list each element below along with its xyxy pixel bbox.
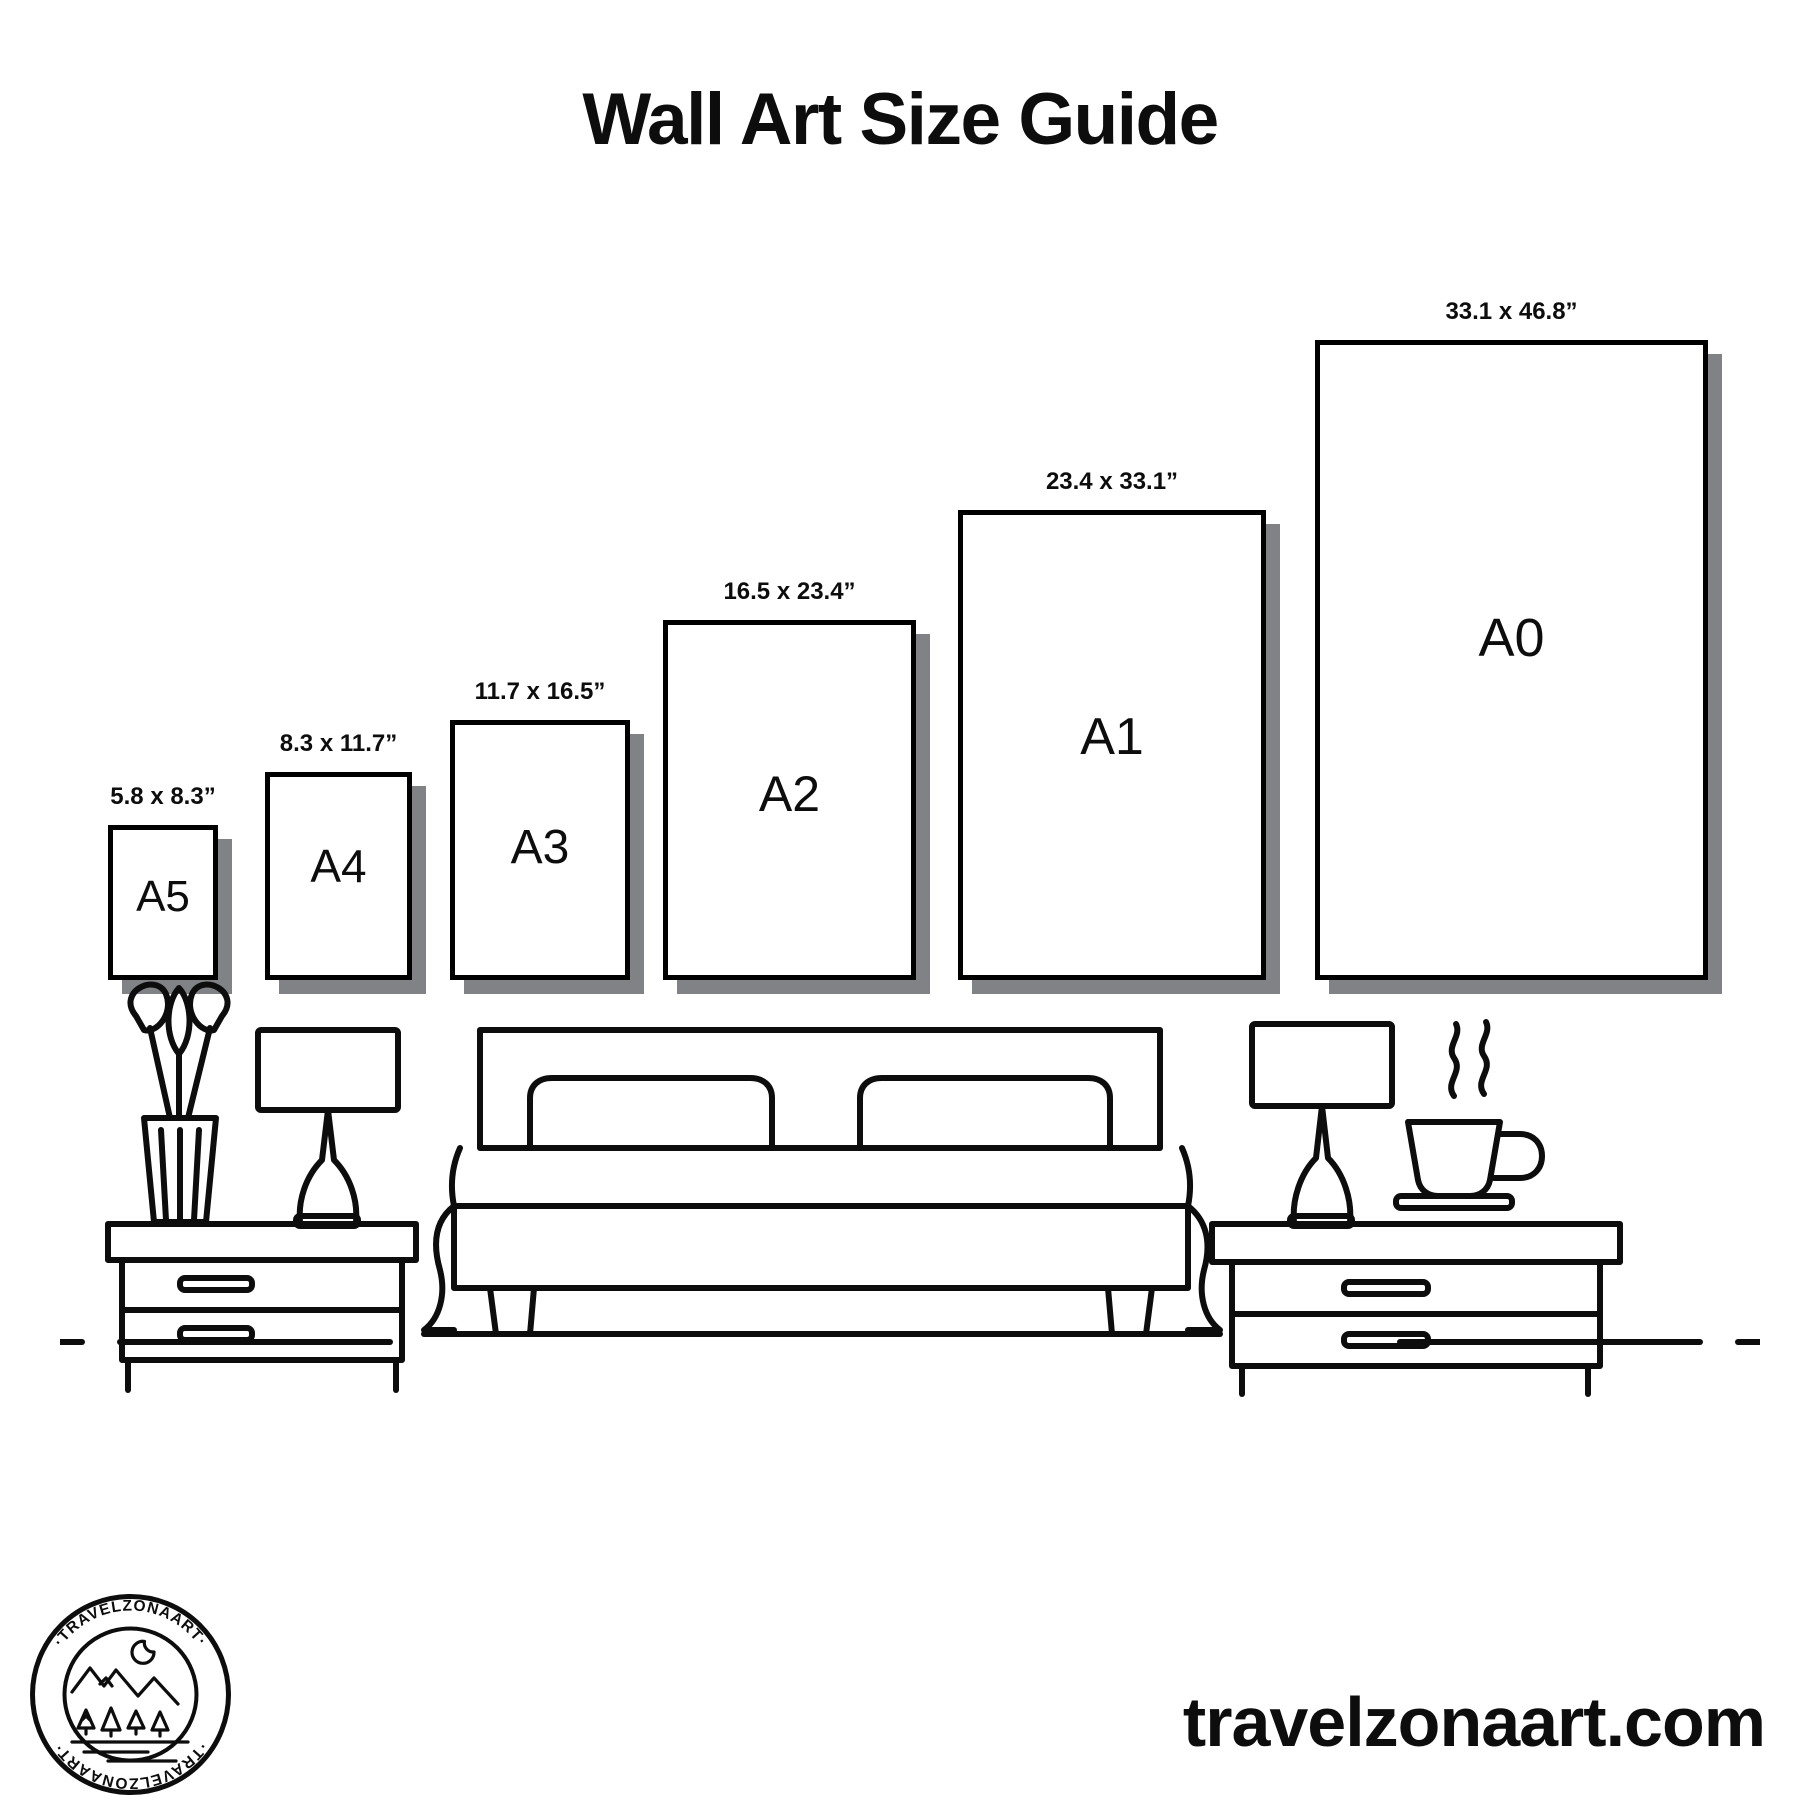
poster-label-a4: A4 — [310, 840, 367, 892]
logo-ring-text-bottom: ·TRAVELZONAART· — [50, 1739, 211, 1792]
poster-frame-a4[interactable] — [265, 772, 412, 980]
poster-dimensions-a5: 5.8 x 8.3” — [110, 783, 216, 810]
poster-dimensions-a2: 16.5 x 23.4” — [723, 578, 856, 605]
poster-label-a2: A2 — [758, 766, 821, 822]
svg-text:·TRAVELZONAART· — [50, 1597, 210, 1649]
poster-dimensions-a1: 23.4 x 33.1” — [1045, 468, 1179, 495]
table-lamp-right — [1252, 1024, 1392, 1226]
bedroom-illustration — [60, 970, 1760, 1400]
nightstand-right — [1212, 1224, 1620, 1394]
poster-frame-a1[interactable] — [958, 510, 1266, 980]
coffee-cup — [1396, 1022, 1542, 1208]
poster-frame-a2[interactable] — [663, 620, 916, 980]
poster-dimensions-a4: 8.3 x 11.7” — [279, 730, 398, 757]
nightstand-left — [108, 1224, 416, 1390]
poster-size-row — [0, 280, 1800, 980]
poster-label-a3: A3 — [510, 821, 570, 874]
poster-dimensions-a3: 11.7 x 16.5” — [474, 678, 606, 705]
poster-group-a2 — [663, 578, 916, 980]
logo-ring-text-top: ·TRAVELZONAART· — [50, 1597, 211, 1650]
table-lamp-left — [258, 1030, 398, 1226]
bed — [424, 1030, 1220, 1334]
poster-group-a4 — [265, 730, 412, 980]
moon-icon — [132, 1641, 154, 1663]
brand-logo[interactable] — [28, 1592, 233, 1797]
page-title: Wall Art Size Guide — [582, 79, 1218, 160]
poster-label-a0: A0 — [1478, 608, 1545, 668]
poster-label-a5: A5 — [136, 872, 190, 921]
poster-label-a1: A1 — [1080, 708, 1144, 766]
svg-text:·TRAVELZONAART· — [50, 1739, 210, 1791]
poster-dimensions-a0: 33.1 x 46.8” — [1445, 298, 1578, 325]
poster-group-a5 — [108, 783, 218, 980]
poster-group-a1 — [958, 468, 1266, 980]
poster-frame-a5[interactable] — [108, 825, 218, 980]
poster-group-a3 — [450, 678, 630, 980]
poster-frame-a3[interactable] — [450, 720, 630, 980]
poster-group-a0 — [1315, 298, 1708, 980]
poster-frame-a0[interactable] — [1315, 340, 1708, 980]
vase-with-flowers — [130, 985, 227, 1222]
website-url[interactable]: travelzonaart.com — [1182, 1683, 1765, 1761]
